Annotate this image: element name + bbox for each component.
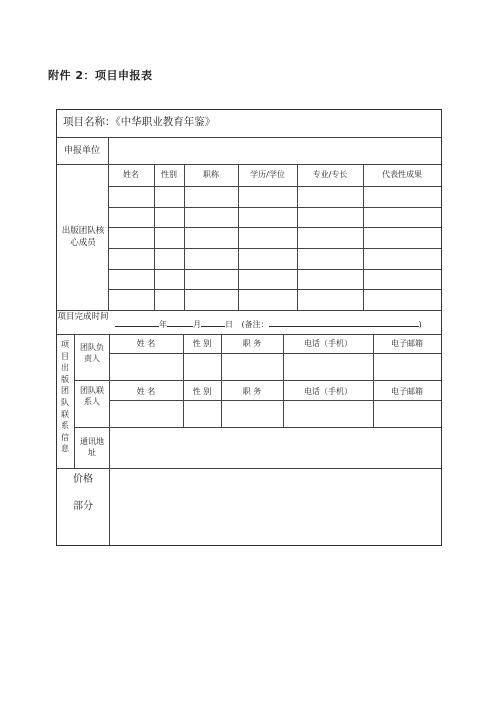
grid-line (74, 427, 441, 428)
leader-col-phone: 电话（手机） (304, 339, 352, 348)
section-label: 部分 (73, 501, 93, 512)
note-label: (备注： (241, 320, 269, 329)
year-label: 年 (159, 320, 167, 329)
col-header-education: 学历/学位 (250, 170, 285, 179)
grid-line (108, 227, 441, 228)
note-close: ) (418, 320, 422, 329)
contact-col-name: 姓 名 (136, 387, 156, 396)
completion-time-label: 项目完成时间 (57, 312, 109, 322)
col-header-specialty: 专业/专长 (312, 170, 348, 179)
divider (57, 310, 441, 311)
grid-line (183, 334, 184, 427)
leader-col-position: 职 务 (242, 339, 262, 348)
price-label: 价格 (73, 474, 93, 485)
applicant-unit-label: 申报单位 (63, 146, 100, 156)
grid-line (74, 380, 441, 381)
attachment-title: 附件 2：项目申报表 (48, 69, 153, 82)
grid-line (109, 400, 441, 401)
divider (108, 137, 109, 310)
grid-line (108, 186, 441, 187)
core-team-label: 出版团队核心成员 (61, 226, 105, 248)
grid-line (221, 334, 222, 427)
divider (109, 468, 110, 545)
leader-col-name: 姓 名 (136, 339, 156, 348)
contact-col-position: 职 务 (242, 387, 262, 396)
contact-info-label: 项目出版团队联系信息 (61, 340, 69, 454)
grid-line (109, 353, 441, 354)
divider (74, 334, 75, 468)
col-header-title: 职称 (203, 170, 219, 179)
price-field[interactable] (111, 470, 439, 543)
address-label: 通讯地址 (80, 437, 104, 457)
applicant-unit-field[interactable] (109, 138, 439, 163)
grid-line (108, 248, 441, 249)
contact-col-phone: 电话（手机） (304, 387, 352, 396)
col-header-gender: 性别 (161, 170, 177, 179)
grid-line (373, 334, 374, 427)
divider (57, 164, 441, 165)
leader-col-email: 电子邮箱 (391, 339, 423, 348)
col-header-name: 姓名 (123, 170, 139, 179)
contact-col-email: 电子邮箱 (391, 387, 423, 396)
contact-col-gender: 性 别 (192, 387, 212, 396)
team-contact-label: 团队联系人 (80, 386, 104, 406)
month-label: 月 (193, 320, 201, 329)
project-application-form (56, 109, 442, 546)
grid-line (283, 334, 284, 427)
completion-date-field[interactable] (115, 318, 422, 330)
divider (57, 468, 441, 469)
grid-line (108, 269, 441, 270)
team-leader-label: 团队负责人 (80, 343, 104, 363)
day-label: 日 (225, 320, 233, 329)
project-name-label: 项目名称：《中华职业教育年鉴》 (63, 116, 216, 128)
address-field[interactable] (111, 429, 439, 466)
divider (57, 334, 441, 335)
col-header-achievements: 代表性成果 (382, 170, 422, 179)
divider (109, 334, 110, 468)
grid-line (108, 207, 441, 208)
leader-col-gender: 性 别 (192, 339, 212, 348)
grid-line (108, 289, 441, 290)
